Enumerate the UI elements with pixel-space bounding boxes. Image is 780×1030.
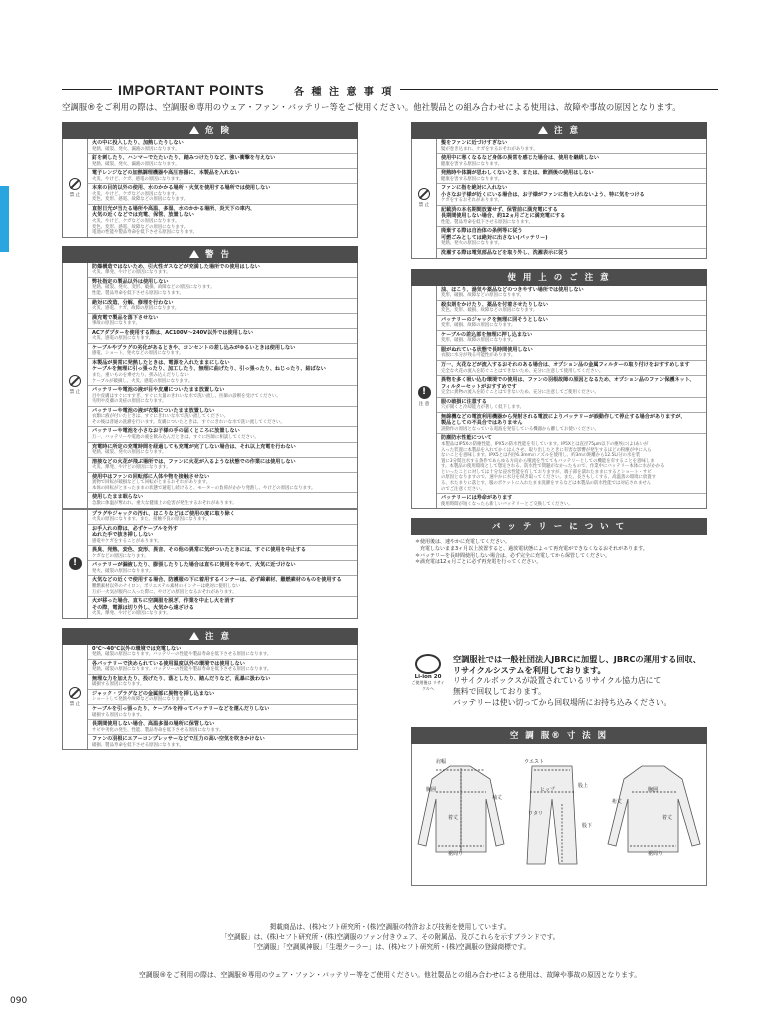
notice-detail: 発熱、破裂の原因になります。バッテリーの性能や製品寿命を低下させる原因になります。: [92, 667, 272, 673]
header-rule-right: [400, 89, 718, 90]
notice-item: [88, 576, 357, 597]
prohibited-label: 禁 止: [69, 390, 81, 396]
danger-items: [88, 139, 357, 237]
exclamation-icon: !: [69, 557, 82, 570]
notice-title: 髪をファンに近づけすぎない: [441, 140, 508, 146]
warning-triangle-icon: [189, 632, 199, 640]
notice-title: 各バッテリーで決められている使用温度以外の環境では使用しない: [92, 660, 245, 667]
notice-detail: 変色、変形、感電、故障などの原因になります。: [92, 197, 189, 203]
notice-title: 溶接などの火花が飛ぶ場所では、ファンに火花が入るような状態での作業には使用しない: [92, 458, 296, 465]
notice-item: [88, 561, 357, 576]
caution-right-header: [411, 122, 707, 139]
notice-detail: 失明や皮膚の炎症の原因になります。: [92, 399, 167, 405]
notice-item: [88, 329, 357, 344]
notice-item: [88, 660, 357, 675]
notice-detail: ケガなどの原因になります。: [92, 553, 149, 559]
notice-detail: その後は普通の洗濯を行います。皮膚についたときは、すぐにきれいな水で洗い流してください。: [92, 419, 285, 425]
usage-header: [411, 269, 707, 286]
size-header: [411, 727, 707, 744]
notice-detail: 難燃素材以外のナイロン、ポリエステル素材のインナーは絶対に使用しない: [92, 583, 241, 589]
notice-item: [437, 494, 706, 508]
notice-detail: また、重いものを乗せたり、挟み込んだりしない: [92, 372, 189, 378]
notice-item: [88, 493, 357, 507]
notice-title: 異物を多く吸い込む環境での使用は、ファンの羽根故障の原因となるため、オプション品のファン保護ネット、: [441, 377, 695, 384]
jacket-back-drawing: [608, 766, 700, 852]
notice-detail: 穴が開くと冷却能力が著しく低下します。: [441, 405, 525, 411]
notice-detail: 使用時間が短くなったら新しいバッテリーとご交換してください。: [441, 501, 573, 507]
notice-detail: の原因となりますので、速やかに水分を拭き取ってください。また、長さもしくする、高温蒸の環境に放置す: [441, 475, 657, 481]
notice-title: バッテリーが漏液したり、膨張したりした場合は直ちに使用をやめて、火気に近づけない: [92, 562, 296, 569]
label-rise: 股上: [578, 783, 589, 789]
notice-item: [88, 407, 357, 428]
li-ion-label: Li-ion 20: [414, 674, 442, 680]
notice-detail: 変形、破損、故障の原因になります。: [441, 323, 516, 329]
jbrc-heading-2: リサイクルシステムを利用しております。: [453, 664, 606, 675]
notice-title-2: 製品としての不具合ではありません: [441, 420, 523, 427]
caution-left-title: 注 意: [205, 631, 231, 642]
notice-detail: 変形、破損、故障の原因になります。: [441, 338, 516, 344]
notice-title-2: ケーブルを無理に引っ張ったり、加工したり、無理に曲げたり、引っ張ったり、ねじったり、結ばない: [92, 366, 326, 373]
notice-detail: 発火、破裂の原因になります。: [92, 568, 154, 574]
notice-item: [88, 675, 357, 690]
usage-icon-col: [412, 286, 437, 509]
notice-detail: 本製品はIP5Xの防塵性能、IPX5の防水性能を有しています。IP5Xとは直径75μm以下の塵埃に(よ)あいが: [441, 441, 649, 447]
notice-item: [88, 205, 357, 237]
label-sleeve: 袖丈: [492, 795, 503, 801]
jbrc-heading-1: 空調服社では一般社団法人JBRCに加盟し、JBRCの運用する回収、: [453, 654, 701, 664]
notice-item: [88, 314, 357, 329]
notice-title: 異臭、発熱、変色、変形、異音、その他の異常に気がついたときには、すぐに使用を中止する: [92, 547, 306, 554]
notice-item: [88, 705, 357, 720]
danger-header: [62, 122, 358, 139]
notice-item: [88, 154, 357, 169]
notice-title: バッテリーのジャックを無理に回そうとしない: [441, 316, 548, 323]
notice-item: [88, 473, 357, 494]
notice-title: 火気などの近くで使用する場合、防護服の下に着用するインナーは、必ず綿素材、難燃素材のものを使用する: [92, 577, 342, 584]
notice-title: 電子レンジなどの加熱調理機器や高圧容器に、本製品を入れない: [92, 170, 240, 177]
note-line: ＊バッテリーを長時間使用しない場合は、必ず完全に充電してから保管してください。: [415, 552, 611, 559]
notice-item: [88, 184, 357, 205]
notice-item: [88, 720, 357, 735]
notice-title: ケーブルの差込部を無理に押し込まない: [441, 331, 533, 338]
footer-line: 「空調服」は、(株)セフト研究所・(株)空調服のファン付きウェア、その附属品、及びこれらを示すブランドです。: [220, 933, 560, 941]
notice-title: 満充電で製品を落下させない: [92, 314, 159, 321]
battery-title: バ ッ テ リ ー に つ い て: [491, 522, 627, 533]
notice-item: [437, 206, 706, 228]
intro-text: 空調服®をご利用の際は、空調服®専用のウェア・ファン・バッテリー等をご使用ください。他社製品との組み合わせによる使用は、故障や事故の原因となります。: [62, 102, 681, 112]
notice-item: [88, 169, 357, 184]
notice-detail: 火災、爆発、やけどの原因になります。: [92, 465, 171, 471]
notice-detail: 事故の原因になります。: [92, 321, 140, 327]
notice-title: バッテリーには寿命があります: [441, 495, 513, 502]
caution-left-section: [62, 628, 358, 751]
notice-detail: 異物で回転が破損などして回転がとまるおそれがあります。: [92, 480, 211, 486]
notice-detail: ケガをするおそれがあります。: [441, 198, 503, 204]
notice-detail: 誤動作の原因となっている電波を発信している機器から離してお使いください。: [441, 426, 600, 432]
label-hem2: 裾周り: [648, 851, 664, 857]
left-column: [62, 122, 358, 750]
warning-triangle-icon: [538, 126, 548, 134]
notice-title: 服がぬれている状態で長時間使用しない: [441, 346, 533, 353]
notice-detail: 火災、やけど、ケガ、感電の原因になります。: [92, 176, 184, 182]
notice-title: 釘を刺したり、ハンマーでたたいたり、踏みつけたりなど、強い衝撃を与えない: [92, 155, 276, 162]
notice-title: 火の中に投入したり、加熱したりしない: [92, 140, 184, 146]
notice-title-2: その際、電源は切り外し、火気から遠ざける: [92, 604, 194, 611]
notice-item: [437, 316, 706, 331]
notice-item: [88, 427, 357, 442]
notice-title: ケーブルやプラグの劣化があるときや、コンセントの差し込みがゆるいときは使用しない: [92, 344, 296, 351]
jbrc-line: リサイクルボックスが設置されているリサイクル協力店にて: [453, 676, 662, 685]
notice-detail: 発熱、発火の原因になります。: [441, 241, 503, 247]
notice-detail: 変形、破損、故障などの原因になります。: [441, 293, 525, 299]
notice-detail: 発熱、破裂、発火、変形、破損、故障などの原因になります。: [92, 285, 215, 291]
notice-detail: 電池の性能や製品寿命を低下させる原因になります。: [92, 230, 198, 236]
battery-header: [411, 518, 707, 535]
page-subtitle: 各 種 注 意 事 項: [294, 87, 394, 98]
notice-title: 万一、火花などが流入するおそれのある場合は、オプション品の金属フィルターの取り付けをおすすめします: [441, 362, 690, 369]
notice-title: バッテリーや電池を小さなお子様の手の届くところに放置しない: [92, 428, 240, 435]
notice-detail: ケーブルが破損し、火災、感電の原因になります。: [92, 378, 193, 384]
notice-title-2: フィルターセットがおすすめです: [441, 383, 517, 390]
label-chest2: 胸囲: [648, 787, 659, 793]
notice-detail: 発熱、破裂、発火の原因になります。: [92, 450, 167, 456]
notice-detail: 破損する原因になります。: [92, 712, 145, 718]
notice-title: バッテリーや電池の液が衣類についたまま放置しない: [92, 407, 215, 414]
exclamation-icon: !: [418, 386, 431, 399]
notice-title: ケーブルを引っ張ったり、ケーブルを持ってバッテリーなどを運んだりしない: [92, 706, 270, 713]
notice-title: 火が移った場合、直ちに空調服を脱ぎ、作業を中止し火を消す: [92, 598, 235, 605]
notice-detail: す。本製品の使用環境として想定される、防水性で問題がなかったもので、作業中にバッテリー本体に水がかかる: [441, 464, 665, 470]
notice-title: 絶対に改造、分解、修理を行わない: [92, 299, 174, 306]
label-length2: 着丈: [662, 815, 673, 821]
label-inseam: 股下: [582, 823, 593, 829]
notice-item: [88, 510, 357, 525]
notice-detail: ないことを意味します。IPX5とは内径6.3mmのノズルを使用し、約3mの距離から12.5L/分の水を装: [441, 453, 641, 459]
notice-detail: 性能、製品寿命を低下させる原因になります。: [441, 219, 533, 225]
warning-triangle-icon: [189, 126, 199, 134]
notice-item: [437, 301, 706, 316]
notice-item: [437, 169, 706, 184]
caution-left-header: [62, 628, 358, 645]
notice-title-2: 火気の近くなどでは充電、保管、放置しない: [92, 212, 194, 219]
header-rule-left: [62, 89, 112, 90]
notice-title: ファンの羽根にエアーコンプレッサーなどで圧力の高い空気を吹きかけない: [92, 736, 265, 743]
label-hem: 裾周り: [448, 851, 464, 857]
notice-detail: サビや劣化の発生、性能、製品寿命を低下させる原因になります。: [92, 727, 224, 733]
notice-detail: のでご注意ください。: [441, 486, 485, 492]
label-shoulder: 肩幅: [436, 759, 447, 765]
notice-item: [437, 227, 706, 249]
caution-label: 注 意: [418, 402, 430, 408]
notice-title: 弊社指定の製品以外は使用しない: [92, 278, 169, 285]
notice-detail: 発熱、破裂の原因になります。バッテリーの性能や製品寿命を低下させる原因になります。: [92, 652, 272, 658]
notice-item: [88, 344, 357, 359]
notice-title: 無線機などの電波利用機器から発射される電波によりバッテリーが誤動作して停止する場合がありますが、: [441, 413, 686, 420]
li-ion-recycle-icon: [411, 654, 445, 692]
notice-item: [88, 525, 357, 547]
notice-title: 発熱時や体調が思わしくないとき、または、飲酒後の使用はしない: [441, 170, 594, 177]
notice-detail: 火災の原因になります。また、接触不良の原因になります。: [92, 517, 210, 523]
prohibited-icon: [418, 188, 430, 200]
notice-detail: 変色、変形、感電、故障などの原因になります。: [92, 224, 189, 230]
notice-title: 長期間使用しない場合、高温多湿の場所に保管しない: [92, 721, 215, 728]
notice-item: [437, 346, 706, 361]
jbrc-recycle-block: [411, 654, 711, 708]
notice-item: [437, 413, 706, 435]
caution-right-items: [437, 139, 706, 258]
notice-detail: 破損する原因になります。: [92, 682, 145, 688]
warning-title: 警 告: [205, 249, 231, 260]
size-title: 空 調 服® 寸 法 図: [509, 731, 609, 741]
label-chest: 胸囲: [426, 787, 437, 793]
notice-item: [88, 263, 357, 278]
notice-item: [437, 434, 706, 494]
label-hip: ヒップ: [540, 787, 555, 793]
notice-item: [437, 249, 706, 258]
recycle-icon: [415, 654, 441, 674]
notice-item: [88, 735, 357, 749]
notice-detail: 火災、感電の原因になります。: [92, 336, 154, 342]
prohibited-icon: [69, 178, 81, 190]
notice-title: ファンに指を絶対に入れない: [441, 185, 508, 192]
notice-item: [437, 331, 706, 346]
notice-title-2: 小さなお子様が近くにいる場合は、お子様がファンに指を入れないよう、特に気をつける: [441, 191, 645, 198]
notice-detail: といったことに対しては十分な浸水性能を有しておりますが、端子部を濡れたままにするとショート・サビ: [441, 469, 652, 475]
warning2-items: [88, 510, 357, 618]
battery-section: [411, 518, 707, 569]
notice-title: 無理な力を加えたり、投げたり、落としたり、踏んだりなど、乱暴に扱わない: [92, 675, 271, 682]
notice-item: [88, 458, 357, 473]
label-length: 着丈: [448, 815, 459, 821]
warning-triangle-icon: [189, 250, 199, 258]
notice-item: [88, 299, 357, 314]
note-line: ＊満充電は12ヵ月ごとに必ず再充電を行ってください。: [415, 559, 542, 566]
prohibited-label: 禁 止: [69, 702, 81, 708]
notice-detail: 衣類に液が付いたときは、すぐにきれいな水で洗い流してください。: [92, 414, 229, 420]
notice-detail: 発熱、破裂、発火、漏液の原因になります。: [92, 146, 180, 152]
footer-notes: [0, 922, 780, 952]
notice-item: [437, 139, 706, 154]
notice-detail: 入った装置に本製品を入れてかくはんさせ、取り出したときに有害な影響が発生するほどの粉塵が中に入ら: [441, 447, 652, 453]
li-ion-sub: ご使用後は リサイクルへ: [411, 680, 445, 691]
footer-bottom: 空調服®をご利用の際は、空調服®専用のウェア・ファン・バッテリー等をご使用ください。他社製品との組み合わせによる使用は、故障や事故の原因となります。: [138, 971, 641, 979]
notice-title-2: 長期間使用しない場合、約12ヵ月ごとに満充電にする: [441, 213, 566, 220]
notice-title: 防爆構造ではないため、引火性ガスなどが充満した場所での使用はしない: [92, 263, 260, 270]
notice-item: [437, 286, 706, 301]
jbrc-line: 無料で回収しております。: [453, 687, 546, 696]
notice-item: [88, 359, 357, 386]
notice-detail: 完全に異物の流入を防ぐことはできないため、充分に注意してご使用ください。: [441, 390, 599, 396]
label-sleeve2: 裄丈: [612, 799, 623, 805]
notice-title: ジャック・プラグなどの金属部に異物を挿し込まない: [92, 690, 215, 697]
caution-right-title: 注 意: [554, 126, 580, 136]
notice-item: [88, 278, 357, 299]
notice-detail: 火災、感電、ケガ、故障の原因になります。: [92, 306, 180, 312]
usage-section: [411, 269, 707, 510]
notice-title: 使用したまま眠らない: [92, 494, 143, 501]
notice-detail: る、水たまりに落とす、服のポケットに入れたまま洗濯をするなどは本製品の防水性能では対応されません: [441, 481, 652, 487]
prohibited-label: 禁 止: [418, 203, 430, 209]
notice-item: [437, 398, 706, 413]
notice-title: 服の破損に注意する: [441, 398, 487, 405]
label-waist: ウエスト: [524, 759, 545, 765]
battery-notes: [411, 535, 707, 569]
size-diagram: [411, 744, 707, 886]
side-index-tab: [0, 186, 9, 252]
warning-icon-col: [63, 263, 88, 508]
notice-title: ACアダプターを使用する際は、AC100V〜240V以外では使用しない: [92, 329, 253, 336]
notice-title: プラグやジャックの汚れ、ほこりなどはご使用の度に取り除く: [92, 510, 235, 517]
notice-detail: 本体の回転がとまったままの状態で通電し続けると、モーターの負荷がかかり発熱し、やけどの原因になります。: [92, 485, 316, 491]
warning-header: [62, 246, 358, 263]
prohibited-label: 禁 止: [69, 192, 81, 198]
notice-title: 充電時に所定の充電時間を経過しても充電が完了しない場合は、それ以上充電を行わない: [92, 443, 296, 450]
notice-detail: 髪が巻き込まれ、ケガをするおそれがあります。: [441, 146, 538, 152]
notice-detail: 火災、やけど、ケガなどの原因になります。: [92, 191, 180, 197]
page-header: [62, 82, 718, 96]
notice-title-2: 可燃ごみとしては絶対に出さない(バッテリー): [441, 234, 548, 241]
danger-icon-col: [63, 139, 88, 237]
notice-detail: 急激に体温が奪われ、重大な健康上の危害が発生するおそれがあります。: [92, 500, 237, 506]
notice-item: [437, 361, 706, 376]
notice-detail: 万が一火気が服内に入った際に、やけどの原因となるおそれがあります。: [92, 589, 237, 595]
note-line: 充電しないまま3ヶ月以上放置すると、過放電状態によって再充電ができなくなるおそれがあります。: [415, 545, 648, 552]
label-thigh: ワタリ: [528, 811, 543, 817]
notice-item: [88, 443, 357, 458]
notice-detail: 置に3分間注水する条件であらゆる方向から噴流を当ててもバッテリーとしての機能を有することを意味しま: [441, 458, 655, 464]
caution-left-items: [88, 645, 357, 750]
notice-detail: 目や皮膚はすぐにすすぎ、すぐに大量のきれいな水で洗い流し、医師の診断を受けてください。: [92, 393, 281, 399]
notice-title: 本来の目的以外の使用、水のかかる場所・火気を使用する場所では使用しない: [92, 185, 271, 192]
notice-title: 防塵防水性能について: [441, 435, 492, 442]
footer-line: 掲載商品は、(株)セフト研究所・(株)空調服の特許および技術を使用しています。: [269, 923, 511, 931]
warning-items: [88, 263, 357, 508]
notice-item: [88, 645, 357, 660]
prohibited-icon: [69, 687, 81, 699]
right-column: [411, 122, 707, 570]
warning2-icon-col: [63, 510, 88, 618]
notice-detail: 火災、爆発、やけどの原因になります。: [92, 270, 171, 276]
notice-title: 本製品が異常に発熱したときは、電源を入れたままにしない: [92, 359, 230, 366]
notice-detail: 完全な火花の流入を防ぐことはできないため、充分に注意して使用してください。: [441, 368, 604, 374]
notice-title: 油、ほこり、湯気や薬品などのつきやすい場所では使用しない: [441, 286, 584, 293]
notice-detail: 健康を害する原因になります。: [441, 161, 503, 167]
notice-item: [88, 690, 357, 705]
notice-item: [437, 376, 706, 398]
page-number: 090: [10, 996, 28, 1006]
notice-title: 使用中に寒くなるなど身体の異常を感じた場合は、使用を継続しない: [441, 155, 599, 162]
notice-item: [88, 139, 357, 154]
notice-title: 殺虫剤をかけたり、薬品を付着させたりしない: [441, 301, 548, 308]
notice-item: [437, 184, 706, 206]
notice-title: 洗濯する際は電気部品などを取り外し、洗濯表示に従う: [441, 250, 569, 257]
notice-item: [88, 386, 357, 407]
usage-title: 使 用 上 の ご 注 意: [507, 272, 611, 283]
notice-detail: 健康を害する原因になります。: [441, 176, 503, 182]
notice-item: [88, 597, 357, 618]
notice-title: 使用中はファンの回転部に人体や物を接触させない: [92, 473, 210, 480]
notice-title: バッテリーや電池の液が目や皮膚についたまま放置しない: [92, 387, 225, 394]
notice-detail: 火災、爆発、やけどの原因になります。: [92, 611, 171, 617]
footer-line: 「空調服」「空調風神服」「生理クーラー」は、(株)セフト研究所・(株)空調服の登録商標です。: [249, 943, 531, 951]
notice-detail: 変色、変形、破損、故障などの原因になります。: [441, 308, 538, 314]
caution-right-icon-col: [412, 139, 437, 258]
notice-item: [437, 154, 706, 169]
size-section: [411, 727, 707, 744]
danger-section: [62, 122, 358, 238]
notice-detail: 性能、製品寿命を低下させる原因になります。: [92, 290, 184, 296]
page-title: IMPORTANT POINTS: [118, 82, 265, 98]
notice-detail: 発熱、破裂、発火、漏液の原因になります。: [92, 161, 180, 167]
notice-title: お手入れの際は、必ずケーブルを外す: [92, 525, 178, 532]
notice-detail: 感電やケガをすることがあります。: [92, 538, 162, 544]
notice-title-2: ぬれた手で抜き挿ししない: [92, 532, 154, 539]
notice-detail: 破損、製品寿命を低下させる原因になります。: [92, 742, 184, 748]
jbrc-line: バッテリーは使い切ってから回収場所にお持ち込みください。: [453, 698, 672, 707]
notice-title: 0℃〜40℃以外の環境では充電しない: [92, 645, 182, 652]
caution-right-section: [411, 122, 707, 259]
notice-detail: ショートして発熱や故障などの原因になります。: [92, 697, 189, 703]
notice-detail: 感電、ショート、発火などの原因になります。: [92, 351, 184, 357]
usage-items: [437, 286, 706, 509]
notice-title: 記載済の本名期間放置せず、保管前に満充電にする: [441, 206, 558, 213]
prohibited-icon: [69, 375, 81, 387]
notice-detail: 万一、バッテリーや電池の液を飲み込んだときは、すぐに医師に相談してください。: [92, 434, 259, 440]
notice-item: [88, 546, 357, 561]
caution-left-icon-col: [63, 645, 88, 750]
note-line: ＊使用後は、速やかに充電してください。: [415, 539, 511, 546]
notice-title: 直射日光が当たる場所や高温、多湿、水のかかる場所、炎天下の車内、: [92, 205, 256, 212]
danger-title: 危 険: [205, 126, 231, 136]
notice-detail: 衣服に水分が残る可能性があります。: [441, 353, 516, 359]
warning-section: [62, 246, 358, 619]
notice-title: 廃棄する際は自治体の条例等に従う: [441, 228, 523, 235]
notice-detail: 火災、やけど、ケガなどの原因になります。: [92, 218, 180, 224]
